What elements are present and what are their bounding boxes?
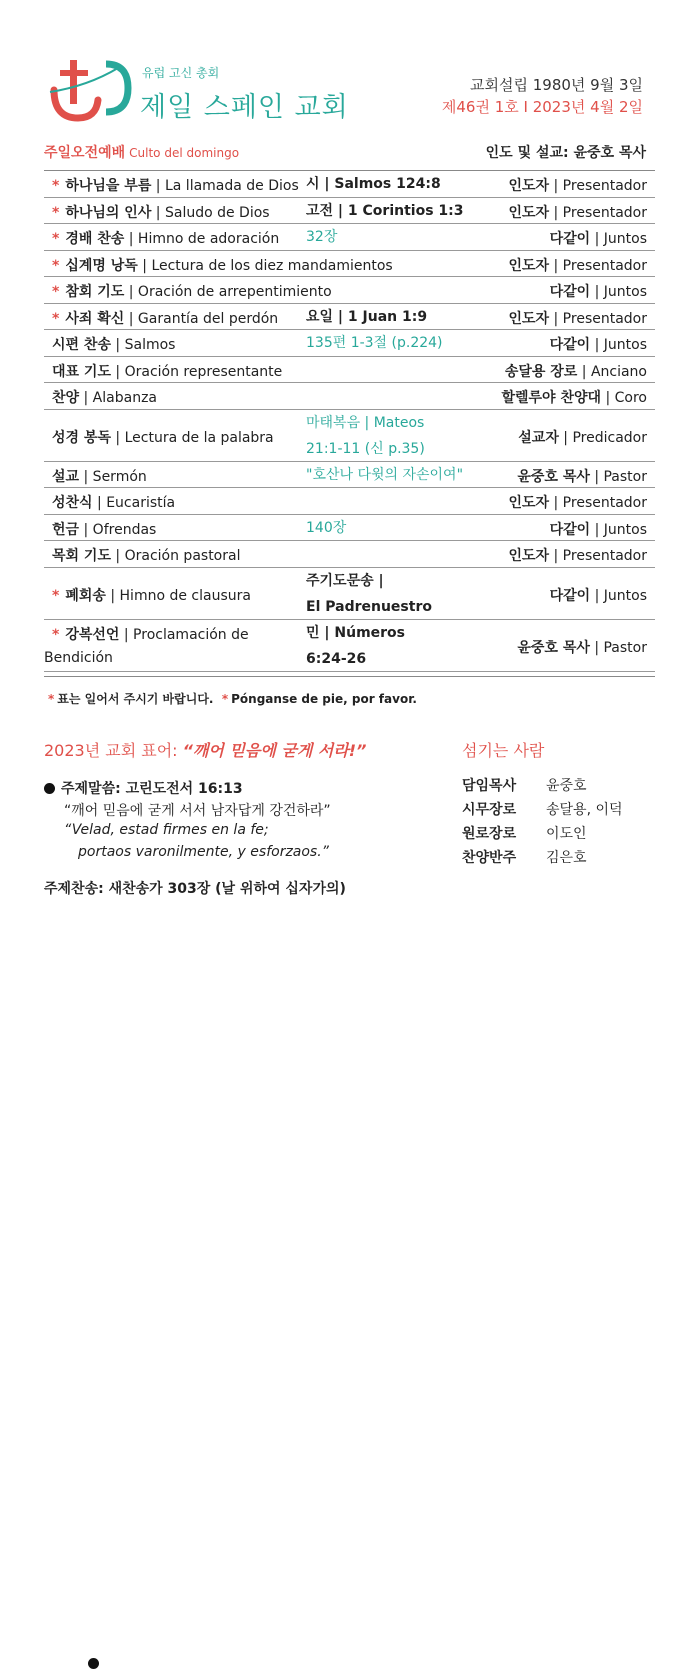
item-ko: 성경 봉독 [52, 429, 111, 446]
table-row [44, 568, 655, 620]
item-es: | Himno de adoración [124, 231, 280, 247]
item-leader: 인도자 | Presentador [508, 178, 647, 194]
order-of-worship-table [44, 170, 655, 672]
table-row [44, 357, 655, 384]
server-role: 찬양반주 [462, 850, 517, 866]
theme-verse-es-2: portaos varonilmente, y esforzaos.” [78, 844, 329, 860]
item-leader: 송달용 장로 | Anciano [504, 363, 647, 380]
row-item [52, 334, 175, 354]
server-role: 원로장로 [462, 826, 517, 842]
item-ko: 목회 기도 [52, 548, 111, 564]
item-es: | Himno de clausura [105, 587, 251, 604]
table-row [44, 224, 655, 251]
theme-section [44, 778, 331, 866]
server-item [462, 774, 623, 798]
item-leader: 다같이 | Juntos [549, 231, 647, 247]
server-item [462, 822, 623, 846]
item-leader: 인도자 | Presentador [508, 204, 647, 221]
church-motto [44, 738, 366, 761]
table-row [44, 171, 655, 198]
item-ko: 참회 기도 [65, 284, 125, 300]
server-name: 송달용, 이덕 [546, 802, 623, 818]
item-ko: 하나님을 부름 [65, 178, 152, 194]
bullet-icon [88, 1658, 99, 1669]
theme-verse-label: 주제말씀: 고린도전서 16:13 [61, 781, 243, 797]
founded-date: 교회설립 1980년 9월 3일 [470, 76, 643, 94]
item-es: | Sermón [79, 468, 147, 485]
stand-marker-icon: * [52, 178, 60, 194]
server-item [462, 846, 623, 870]
item-es: | Oración de arrepentimiento [124, 284, 332, 300]
table-row [44, 304, 655, 331]
row-item [52, 585, 251, 605]
item-leader: 다같이 | Juntos [549, 337, 647, 353]
assembly-label: 유럽 고신 총회 [142, 66, 220, 80]
service-title: 주일오전예배 [44, 145, 126, 161]
church-name: 제일 스페인 교회 [140, 92, 349, 123]
stand-marker-icon: * [52, 626, 60, 643]
row-item [52, 519, 156, 539]
item-es: | Ofrendas [79, 521, 157, 538]
server-role: 시무장로 [462, 802, 517, 818]
item-leader: 설교자 | Predicador [518, 429, 647, 446]
stand-marker-icon: * [52, 204, 60, 221]
server-role: 담임목사 [462, 778, 517, 794]
stand-marker-icon: * [52, 310, 60, 327]
server-name: 윤중호 [546, 778, 587, 794]
item-reference: 시 | Salmos 124:8 [306, 176, 441, 192]
table-row [44, 488, 655, 515]
row-item [52, 545, 240, 565]
item-leader: 윤중호 목사 | Pastor [517, 468, 647, 485]
item-reference: "호산나 다윗의 자손이여" [306, 466, 464, 483]
item-reference: 140장 [306, 519, 347, 536]
server-name: 김은호 [546, 850, 587, 866]
row-item [44, 624, 249, 666]
table-row [44, 330, 655, 357]
item-reference: 마태복음 | Mateos 21:1-11 (신 p.35) [306, 414, 425, 457]
issue-info: 제46권 1호 I 2023년 4월 2일 [441, 98, 643, 116]
standing-note: * 표는 일어서 주시기 바랍니다. * Pónganse de pie, por favor. [48, 692, 417, 706]
item-ko: 경배 찬송 [65, 231, 125, 247]
stand-marker-icon: * [52, 284, 60, 300]
item-ko: 대표 기도 [52, 363, 111, 380]
table-row [44, 541, 655, 568]
server-name: 이도인 [546, 826, 587, 842]
service-heading [44, 142, 654, 166]
table-row [44, 198, 655, 225]
item-es: | Proclamación de [119, 626, 249, 643]
header [0, 0, 683, 140]
servers-title: 섬기는 사람 [462, 741, 545, 760]
item-leader: 할렐루야 찬양대 | Coro [501, 390, 647, 406]
item-leader: 다같이 | Juntos [549, 284, 647, 300]
item-leader: 윤중호 목사 | Pastor [517, 639, 647, 656]
motto-label: 2023년 교회 표어: [44, 741, 183, 760]
item-reference: 요일 | 1 Juan 1:9 [306, 308, 428, 325]
item-ko: 시편 찬송 [52, 337, 111, 353]
row-item [52, 361, 282, 381]
item-ko: 하나님의 인사 [65, 204, 152, 221]
row-item [52, 202, 270, 222]
item-ko: 강복선언 [65, 626, 120, 643]
service-subtitle: Culto del domingo [129, 146, 240, 160]
theme-hymn [44, 878, 346, 898]
table-row [44, 515, 655, 542]
row-item [52, 492, 175, 512]
row-item [52, 387, 157, 407]
stand-marker-icon: * [52, 231, 60, 247]
item-reference: 민 | Números 6:24-26 [306, 624, 406, 667]
theme-hymn-text: 주제찬송: 새찬송가 303장 (날 위하여 십자가의) [44, 881, 346, 897]
item-es: | Eucaristía [92, 495, 176, 511]
service-leader: 인도 및 설교: 윤중호 목사 [485, 145, 646, 161]
item-es: | Lectura de los diez mandamientos [137, 257, 393, 274]
table-row [44, 410, 655, 462]
item-ko: 사죄 확신 [65, 310, 125, 327]
item-ko: 헌금 [52, 521, 80, 538]
item-es: | La llamada de Dios [151, 178, 299, 194]
server-item [462, 798, 623, 822]
item-ko: 성찬식 [52, 495, 93, 511]
item-ko: 찬양 [52, 390, 80, 406]
item-reference: 주기도문송 | El Padrenuestro [306, 572, 432, 615]
item-ko: 폐회송 [65, 587, 106, 604]
table-row [44, 251, 655, 278]
item-leader: 인도자 | Presentador [508, 310, 647, 327]
motto-quote: “깨어 믿음에 굳게 서라!” [182, 741, 367, 760]
item-reference: 135편 1-3절 (p.224) [306, 335, 443, 351]
stand-marker-icon: * [52, 587, 60, 604]
note-ko: 표는 일어서 주시기 바랍니다. [57, 692, 214, 706]
item-leader: 인도자 | Presentador [508, 257, 647, 274]
item-es: | Alabanza [79, 390, 157, 406]
divider [44, 676, 655, 677]
table-row [44, 620, 655, 672]
row-item [52, 281, 332, 301]
item-es: | Oración representante [110, 363, 283, 380]
servers-list [462, 774, 623, 870]
note-es: Pónganse de pie, por favor. [231, 692, 417, 706]
item-reference: 고전 | 1 Corintios 1:3 [306, 202, 464, 219]
item-ko: 설교 [52, 468, 80, 485]
item-es: | Oración pastoral [110, 548, 241, 564]
item-leader: 다같이 | Juntos [549, 521, 647, 538]
item-es: | Lectura de la palabra [110, 429, 274, 446]
item-es: | Garantía del perdón [124, 310, 279, 327]
row-item [52, 466, 147, 486]
item-es: | Salmos [110, 337, 176, 353]
item-leader: 인도자 | Presentador [508, 548, 647, 564]
table-row [44, 277, 655, 304]
row-item [52, 255, 393, 275]
item-leader: 인도자 | Presentador [508, 495, 647, 511]
church-logo [48, 56, 132, 122]
theme-verse-ko: “깨어 믿음에 굳게 서서 남자답게 강건하라” [64, 803, 331, 819]
table-row [44, 462, 655, 489]
bullet-icon [44, 783, 55, 794]
row-item [52, 427, 274, 447]
row-item [52, 308, 278, 328]
row-item [52, 175, 299, 195]
item-ko: 십계명 낭독 [65, 257, 138, 274]
row-item [52, 228, 279, 248]
theme-verse-es-1: “Velad, estad firmes en la fe; [64, 822, 269, 838]
item-reference: 32장 [306, 229, 338, 245]
item-es: | Saludo de Dios [151, 204, 270, 221]
table-row [44, 383, 655, 410]
item-es-cont: Bendición [44, 649, 113, 666]
stand-marker-icon: * [52, 257, 60, 274]
item-leader: 다같이 | Juntos [549, 587, 647, 604]
